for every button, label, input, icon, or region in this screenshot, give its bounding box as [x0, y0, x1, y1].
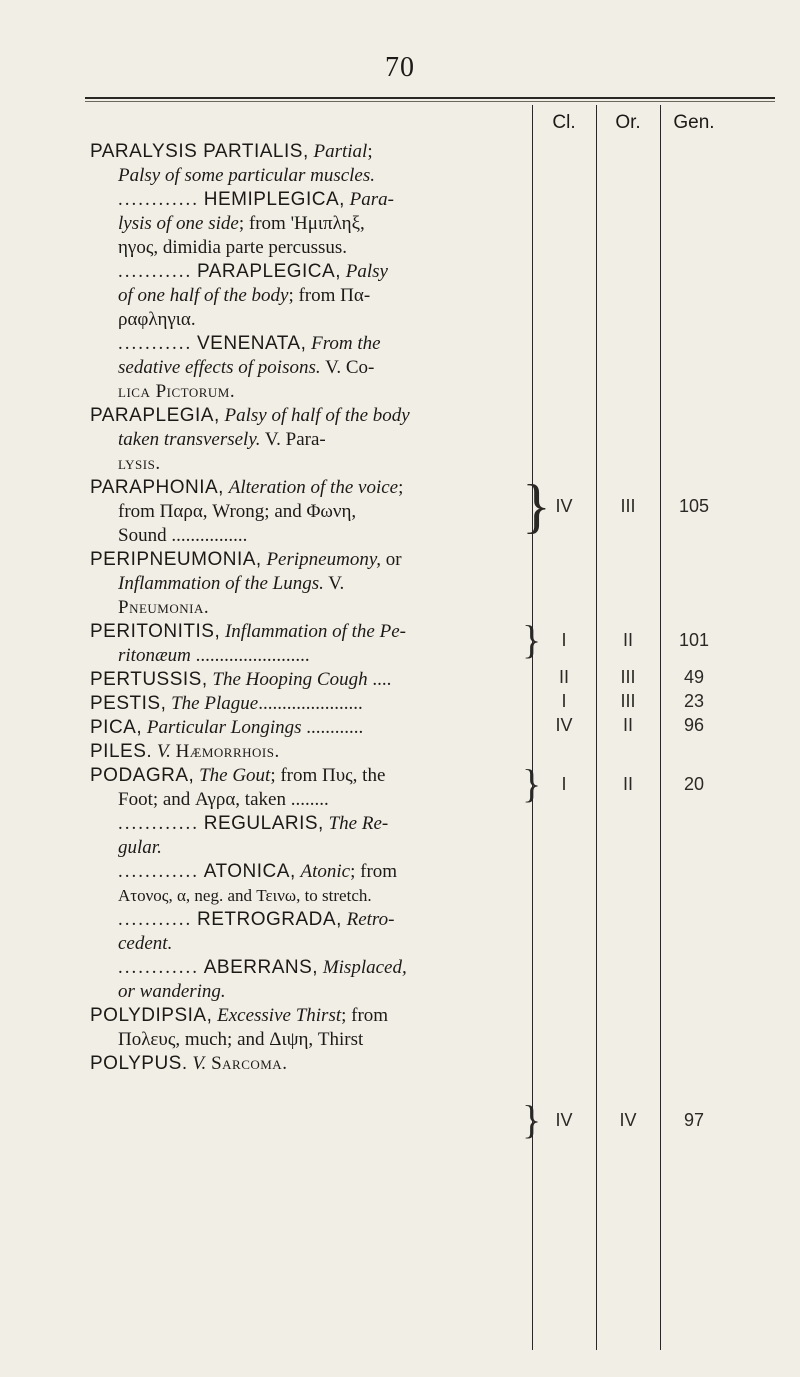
- entry-term: POLYPUS.: [90, 1053, 188, 1074]
- entry-gloss: V.: [156, 741, 171, 762]
- entry-gloss: Atonic: [300, 861, 351, 882]
- entry-text: or: [385, 549, 402, 570]
- entry: [90, 716, 530, 740]
- entry: [90, 140, 530, 188]
- entry-gloss: Excessive Thirst: [217, 1005, 342, 1026]
- entry-text: V. Co-: [325, 357, 375, 378]
- entry-term: PESTIS,: [90, 693, 167, 714]
- entry-text: ηγος, dimidia parte percussus.: [118, 237, 348, 258]
- leader-dots: ............: [118, 861, 199, 882]
- entry-gloss: taken transversely.: [118, 429, 261, 450]
- entry-gloss: Misplaced,: [322, 957, 407, 978]
- entry: [90, 404, 530, 476]
- entry-gloss: The Hooping Cough: [212, 669, 368, 690]
- entry: [90, 188, 530, 260]
- entry-text: Πολευς, much; and Διψη, Thirst: [118, 1029, 364, 1050]
- entry-term: PERTUSSIS,: [90, 669, 208, 690]
- entry-term: PERIPNEUMONIA,: [90, 549, 262, 570]
- entry-gloss: Alteration of the voice: [228, 477, 399, 498]
- entry-term: PARAPLEGIA,: [90, 405, 220, 426]
- gen-value: 49: [683, 667, 705, 687]
- entry-text: V. Para-: [264, 429, 326, 450]
- entry-text: ......................: [258, 693, 363, 714]
- entry: [90, 764, 530, 812]
- cl-value: IV: [555, 715, 573, 735]
- entry-gloss: sedative effects of poisons.: [118, 357, 321, 378]
- entry-gloss: The Re-: [328, 813, 389, 834]
- entry-term: RETROGRADA,: [197, 909, 342, 930]
- or-value: II: [622, 715, 633, 735]
- entry-text: ....: [372, 669, 392, 690]
- entry-text: Ατονος, α, neg. and Τεινω, to stretch.: [118, 886, 372, 905]
- entry: [90, 548, 530, 620]
- entry-text: ;: [398, 477, 404, 498]
- brace: }: [522, 1097, 542, 1142]
- cl-value: II: [558, 667, 569, 687]
- gen-value: 101: [678, 630, 710, 650]
- or-value: III: [620, 667, 636, 687]
- entry-text: ; from: [341, 1005, 389, 1026]
- or-value: II: [622, 630, 633, 650]
- or-value: III: [620, 691, 636, 711]
- entry: [90, 620, 530, 668]
- entry-term: ATONICA,: [203, 861, 296, 882]
- leader-dots: ............: [118, 813, 199, 834]
- entry-gloss: ritonæum: [118, 645, 191, 666]
- entry-gloss: V.: [192, 1053, 207, 1074]
- entry-text: ; from: [350, 861, 398, 882]
- column-divider: [596, 105, 597, 1350]
- brace: }: [522, 761, 542, 806]
- column-header-or: Or.: [615, 112, 641, 133]
- entry-gloss: From the: [311, 333, 381, 354]
- gen-value: 105: [678, 496, 710, 516]
- column-divider: [532, 105, 533, 1350]
- entry-gloss: gular.: [118, 837, 162, 858]
- entry-gloss: Partial: [313, 141, 368, 162]
- column-header-cl: Cl.: [552, 112, 576, 133]
- entry-text: ............: [306, 717, 364, 738]
- entry-gloss: Particular Longings: [146, 717, 302, 738]
- entry-gloss: cedent.: [118, 933, 173, 954]
- entry-text: ραφληγια.: [118, 309, 196, 330]
- column-divider: [660, 105, 661, 1350]
- gen-value: 97: [683, 1110, 705, 1130]
- entry-gloss: or wandering.: [118, 981, 226, 1002]
- brace: }: [522, 473, 551, 539]
- cl-value: IV: [555, 496, 573, 516]
- leader-dots: ............: [118, 189, 199, 210]
- entry-text: Foot; and Αγρα, taken ........: [118, 789, 329, 810]
- gen-value: 20: [683, 774, 705, 794]
- entry: [90, 332, 530, 404]
- entry-term: HEMIPLEGICA,: [203, 189, 345, 210]
- entry: [90, 1004, 530, 1052]
- entry-xref: Hæmorrhois.: [175, 741, 280, 762]
- entry-term: PARAPLEGICA,: [197, 261, 341, 282]
- entry-gloss: The Gout: [199, 765, 271, 786]
- entry-term: VENENATA,: [197, 333, 307, 354]
- entry: [90, 1052, 530, 1076]
- entry-text: ;: [367, 141, 373, 162]
- entry: [90, 740, 530, 764]
- entry: [90, 668, 530, 692]
- leader-dots: ...........: [118, 909, 193, 930]
- entry-gloss: of one half of the body: [118, 285, 289, 306]
- entry-term: ABERRANS,: [203, 957, 319, 978]
- entry-text: ; from Πα-: [288, 285, 371, 306]
- or-value: II: [622, 774, 633, 794]
- entry: [90, 812, 530, 860]
- entry: [90, 860, 530, 908]
- or-value: IV: [619, 1110, 637, 1130]
- entry-xref: lica Pictorum.: [118, 381, 236, 402]
- entry-term: POLYDIPSIA,: [90, 1005, 213, 1026]
- entry-gloss: Inflammation of the Pe-: [224, 621, 406, 642]
- page-number: 70: [385, 52, 415, 83]
- entry-text: Sound ................: [118, 525, 248, 546]
- entry-gloss: The Plague: [171, 693, 259, 714]
- entry-text: ; from 'Ημιπληξ,: [238, 213, 365, 234]
- cl-value: I: [561, 774, 567, 794]
- entry: [90, 908, 530, 956]
- entry: [90, 692, 530, 716]
- entry-xref: Pneumonia.: [118, 597, 210, 618]
- entry-xref: lysis.: [118, 453, 161, 474]
- entries-text: [90, 140, 530, 1076]
- cl-value: I: [561, 691, 567, 711]
- cl-value: I: [561, 630, 567, 650]
- cl-value: IV: [555, 1110, 573, 1130]
- entry: [90, 260, 530, 332]
- entry-term: PARALYSIS PARTIALIS,: [90, 141, 309, 162]
- brace: }: [522, 617, 542, 662]
- gen-value: 96: [683, 715, 705, 735]
- entry-text: V.: [328, 573, 345, 594]
- entry: [90, 956, 530, 1004]
- or-value: III: [620, 496, 636, 516]
- entry-term: PICA,: [90, 717, 143, 738]
- leader-dots: ...........: [118, 261, 193, 282]
- entry-text: ........................: [195, 645, 310, 666]
- entry-text: Palsy of some particular muscles.: [118, 165, 376, 186]
- entry-term: PERITONITIS,: [90, 621, 221, 642]
- leader-dots: ...........: [118, 333, 193, 354]
- entry-text: from Παρα, Wrong; and Φωνη,: [118, 501, 357, 522]
- entry-term: REGULARIS,: [203, 813, 324, 834]
- entry-term: PARAPHONIA,: [90, 477, 224, 498]
- entry-gloss: Palsy of half of the body: [224, 405, 410, 426]
- entry-gloss: lysis of one side: [118, 213, 239, 234]
- entry-text: ; from Πυς, the: [270, 765, 386, 786]
- entry-gloss: Palsy: [345, 261, 388, 282]
- entry-gloss: Retro-: [346, 909, 395, 930]
- entry-term: PODAGRA,: [90, 765, 195, 786]
- top-rule-thin: [85, 101, 775, 102]
- entry-gloss: Inflammation of the Lungs.: [118, 573, 324, 594]
- top-rule: [85, 97, 775, 99]
- leader-dots: ............: [118, 957, 199, 978]
- entry: [90, 476, 530, 548]
- entry-gloss: Peripneumony,: [266, 549, 381, 570]
- entry-term: PILES.: [90, 741, 153, 762]
- column-header-gen: Gen.: [673, 112, 715, 133]
- entry-gloss: Para-: [349, 189, 394, 210]
- entry-xref: Sarcoma.: [211, 1053, 288, 1074]
- gen-value: 23: [683, 691, 705, 711]
